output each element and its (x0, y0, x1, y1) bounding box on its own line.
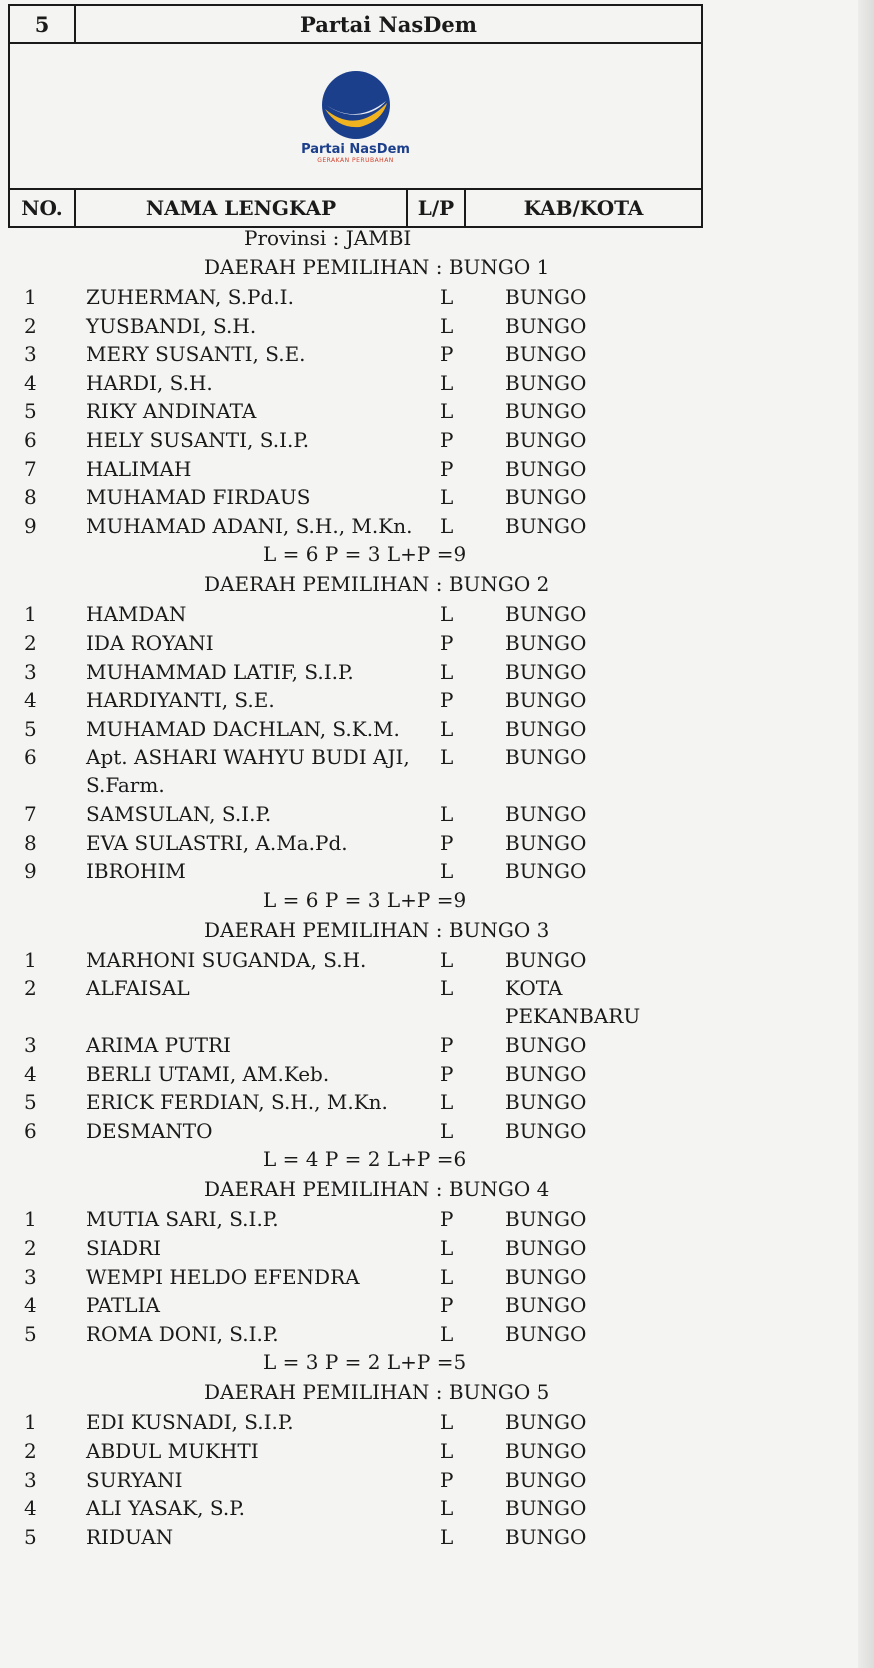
candidate-row (0, 1525, 874, 1553)
candidate-number: 3 (24, 342, 37, 367)
candidate-gender: P (440, 342, 454, 367)
candidate-gender: L (440, 859, 454, 884)
candidate-name: YUSBANDI, S.H. (86, 313, 257, 338)
candidate-gender: L (440, 1439, 454, 1463)
candidate-kab: BUNGO (505, 1439, 587, 1463)
candidate-gender: P (440, 688, 454, 713)
logo-wordmark: Partai NasDem (301, 141, 410, 157)
candidate-gender: L (440, 1090, 454, 1115)
candidate-kab: BUNGO (505, 631, 587, 655)
candidate-row (0, 1265, 874, 1293)
candidate-kab: BUNGO (505, 716, 587, 741)
candidate-row (0, 1293, 874, 1321)
candidate-number: 6 (24, 1118, 37, 1143)
candidate-kab: BUNGO (505, 1118, 587, 1143)
candidate-name: IDA ROYANI (86, 631, 214, 655)
district-title: DAERAH PEMILIHAN : BUNGO 2 (204, 572, 550, 597)
candidate-name: ALFAISAL (86, 976, 190, 1001)
candidate-row (0, 1033, 874, 1061)
candidate-gender: L (440, 1321, 454, 1346)
candidate-number: 3 (24, 1264, 37, 1289)
candidate-row (0, 802, 874, 830)
candidate-name: Apt. ASHARI WAHYU BUDI AJI, (86, 745, 410, 770)
candidate-kab: KOTA (505, 976, 563, 1001)
candidate-number: 9 (24, 859, 37, 884)
candidate-row (0, 457, 874, 485)
candidate-name: MERY SUSANTI, S.E. (86, 342, 306, 367)
candidate-row (0, 688, 874, 716)
candidate-row (0, 976, 874, 1029)
candidate-kab: BUNGO (505, 370, 587, 395)
candidate-name: MUHAMAD FIRDAUS (86, 485, 311, 510)
candidate-row (0, 1496, 874, 1524)
candidate-gender: L (440, 485, 454, 510)
candidate-row (0, 602, 874, 630)
candidate-gender: L (440, 659, 454, 684)
candidate-kab: BUNGO (505, 1410, 587, 1435)
candidate-name: SAMSULAN, S.I.P. (86, 802, 272, 826)
candidate-number: 2 (24, 631, 37, 655)
candidate-number: 4 (24, 370, 37, 395)
candidate-kab: BUNGO (505, 513, 587, 538)
candidate-number: 1 (24, 285, 37, 309)
candidate-row (0, 660, 874, 688)
column-header-lp: L/P (407, 189, 465, 227)
candidate-number: 2 (24, 313, 37, 338)
candidate-number: 6 (24, 428, 37, 452)
district-summary: L = 3 P = 2 L+P =5 (263, 1350, 467, 1375)
candidate-row (0, 1439, 874, 1467)
district-title: DAERAH PEMILIHAN : BUNGO 1 (204, 255, 550, 279)
candidate-kab: BUNGO (505, 1090, 587, 1115)
candidate-number: 3 (24, 1033, 37, 1057)
candidate-number: 8 (24, 830, 37, 855)
column-header-name: NAMA LENGKAP (75, 189, 407, 227)
candidate-name: PATLIA (86, 1293, 160, 1318)
candidate-number: 7 (24, 456, 37, 481)
candidate-kab: BUNGO (505, 313, 587, 338)
candidate-number: 4 (24, 1293, 37, 1318)
candidate-name: MARHONI SUGANDA, S.H. (86, 947, 367, 972)
column-header-kab: KAB/KOTA (465, 189, 702, 227)
candidate-gender: L (440, 745, 454, 770)
candidate-number: 1 (24, 1410, 37, 1435)
candidate-gender: P (440, 1033, 454, 1057)
candidate-row (0, 371, 874, 399)
candidate-gender: L (440, 716, 454, 741)
candidate-number: 5 (24, 1321, 37, 1346)
candidate-row (0, 1207, 874, 1235)
column-header-no: NO. (9, 189, 75, 227)
candidate-name: MUTIA SARI, S.I.P. (86, 1207, 279, 1232)
candidate-row (0, 314, 874, 342)
candidate-row (0, 631, 874, 659)
candidate-name: EVA SULASTRI, A.Ma.Pd. (86, 830, 348, 855)
candidate-name: ARIMA PUTRI (86, 1033, 231, 1057)
candidate-row (0, 1322, 874, 1350)
candidate-kab: BUNGO (505, 1496, 587, 1521)
candidate-row (0, 1410, 874, 1438)
candidate-name: EDI KUSNADI, S.I.P. (86, 1410, 294, 1435)
candidate-gender: L (440, 370, 454, 395)
candidate-name: IBROHIM (86, 859, 186, 884)
candidate-name: HAMDAN (86, 602, 187, 627)
candidate-kab-cont: PEKANBARU (505, 1004, 641, 1029)
candidate-gender: L (440, 1118, 454, 1143)
candidate-name-cont: S.Farm. (86, 773, 165, 798)
candidate-name: DESMANTO (86, 1118, 213, 1143)
candidate-gender: L (440, 313, 454, 338)
candidate-gender: L (440, 399, 454, 424)
candidate-kab: BUNGO (505, 947, 587, 972)
candidate-gender: L (440, 802, 454, 826)
candidate-row (0, 1062, 874, 1090)
candidate-name: WEMPI HELDO EFENDRA (86, 1264, 360, 1289)
candidate-kab: BUNGO (505, 428, 587, 452)
candidate-number: 5 (24, 716, 37, 741)
nasdem-logo-icon (320, 69, 392, 141)
candidate-kab: BUNGO (505, 1236, 587, 1260)
district-title: DAERAH PEMILIHAN : BUNGO 3 (204, 917, 550, 942)
candidate-name: ZUHERMAN, S.Pd.I. (86, 285, 294, 309)
candidate-row (0, 745, 874, 798)
candidate-number: 5 (24, 1090, 37, 1115)
candidate-gender: P (440, 1467, 454, 1492)
candidate-row (0, 859, 874, 887)
candidate-row (0, 1119, 874, 1147)
candidate-gender: L (440, 513, 454, 538)
candidate-name: ERICK FERDIAN, S.H., M.Kn. (86, 1090, 388, 1115)
candidate-number: 3 (24, 1467, 37, 1492)
candidate-number: 2 (24, 1236, 37, 1260)
candidate-kab: BUNGO (505, 659, 587, 684)
candidate-name: MUHAMMAD LATIF, S.I.P. (86, 659, 354, 684)
candidate-name: BERLI UTAMI, AM.Keb. (86, 1061, 330, 1086)
candidate-name: HALIMAH (86, 456, 192, 481)
candidate-kab: BUNGO (505, 802, 587, 826)
candidate-row (0, 831, 874, 859)
candidate-gender: P (440, 1207, 454, 1232)
district-summary: L = 6 P = 3 L+P =9 (263, 542, 467, 567)
candidate-name: SURYANI (86, 1467, 183, 1492)
candidate-number: 5 (24, 1524, 37, 1549)
party-header-table (8, 4, 703, 228)
candidate-kab: BUNGO (505, 859, 587, 884)
candidate-gender: P (440, 456, 454, 481)
candidate-kab: BUNGO (505, 1293, 587, 1318)
district-title: DAERAH PEMILIHAN : BUNGO 4 (204, 1177, 550, 1202)
candidate-name: RIDUAN (86, 1524, 174, 1549)
logo-cell (9, 43, 702, 189)
candidate-kab: BUNGO (505, 1061, 587, 1086)
candidate-gender: L (440, 1524, 454, 1549)
candidate-gender: L (440, 285, 454, 309)
candidate-row (0, 485, 874, 513)
party-number: 5 (9, 5, 75, 43)
candidate-kab: BUNGO (505, 1207, 587, 1232)
candidate-number: 1 (24, 602, 37, 627)
candidate-row (0, 717, 874, 745)
candidate-name: ABDUL MUKHTI (86, 1439, 259, 1463)
candidate-row (0, 1236, 874, 1264)
candidate-kab: BUNGO (505, 602, 587, 627)
candidate-row (0, 1090, 874, 1118)
province-heading: Provinsi : JAMBI (244, 226, 412, 250)
candidate-gender: L (440, 1264, 454, 1289)
candidate-number: 6 (24, 745, 37, 770)
candidate-name: MUHAMAD ADANI, S.H., M.Kn. (86, 513, 413, 538)
candidate-gender: P (440, 631, 454, 655)
candidate-number: 2 (24, 976, 37, 1001)
candidate-number: 1 (24, 1207, 37, 1232)
candidate-number: 9 (24, 513, 37, 538)
candidate-kab: BUNGO (505, 342, 587, 367)
candidate-number: 3 (24, 659, 37, 684)
candidate-number: 5 (24, 399, 37, 424)
candidate-gender: P (440, 1061, 454, 1086)
candidate-row (0, 342, 874, 370)
candidate-kab: BUNGO (505, 688, 587, 713)
district-summary: L = 4 P = 2 L+P =6 (263, 1147, 467, 1172)
candidate-kab: BUNGO (505, 1033, 587, 1057)
candidate-kab: BUNGO (505, 1524, 587, 1549)
district-summary: L = 6 P = 3 L+P =9 (263, 887, 467, 912)
candidate-gender: P (440, 1293, 454, 1318)
candidate-kab: BUNGO (505, 830, 587, 855)
candidate-row (0, 285, 874, 313)
candidate-name: MUHAMAD DACHLAN, S.K.M. (86, 716, 400, 741)
candidate-kab: BUNGO (505, 399, 587, 424)
candidate-name: HARDIYANTI, S.E. (86, 688, 275, 713)
candidate-kab: BUNGO (505, 456, 587, 481)
candidate-row (0, 1468, 874, 1496)
candidate-gender: L (440, 976, 454, 1001)
candidate-kab: BUNGO (505, 485, 587, 510)
logo-tagline: GERAKAN PERUBAHAN (317, 156, 394, 164)
candidate-name: ROMA DONI, S.I.P. (86, 1321, 279, 1346)
party-name: Partai NasDem (75, 5, 702, 43)
candidate-name: RIKY ANDINATA (86, 399, 257, 424)
candidate-number: 7 (24, 802, 37, 826)
candidate-row (0, 428, 874, 456)
candidate-gender: P (440, 428, 454, 452)
candidate-gender: L (440, 1410, 454, 1435)
candidate-number: 4 (24, 688, 37, 713)
candidate-row (0, 399, 874, 427)
district-title: DAERAH PEMILIHAN : BUNGO 5 (204, 1380, 550, 1405)
candidate-kab: BUNGO (505, 1467, 587, 1492)
candidate-kab: BUNGO (505, 745, 587, 770)
candidate-number: 8 (24, 485, 37, 510)
candidate-gender: P (440, 830, 454, 855)
candidate-number: 2 (24, 1439, 37, 1463)
candidate-number: 1 (24, 947, 37, 972)
candidate-kab: BUNGO (505, 1264, 587, 1289)
candidate-number: 4 (24, 1061, 37, 1086)
candidate-gender: L (440, 602, 454, 627)
candidate-number: 4 (24, 1496, 37, 1521)
candidate-gender: L (440, 1236, 454, 1260)
candidate-kab: BUNGO (505, 1321, 587, 1346)
candidate-gender: L (440, 1496, 454, 1521)
candidate-name: HARDI, S.H. (86, 370, 213, 395)
candidate-name: ALI YASAK, S.P. (86, 1496, 245, 1521)
candidate-name: HELY SUSANTI, S.I.P. (86, 428, 310, 452)
candidate-name: SIADRI (86, 1236, 162, 1260)
candidate-row (0, 948, 874, 976)
candidate-kab: BUNGO (505, 285, 587, 309)
candidate-gender: L (440, 947, 454, 972)
candidate-row (0, 514, 874, 542)
